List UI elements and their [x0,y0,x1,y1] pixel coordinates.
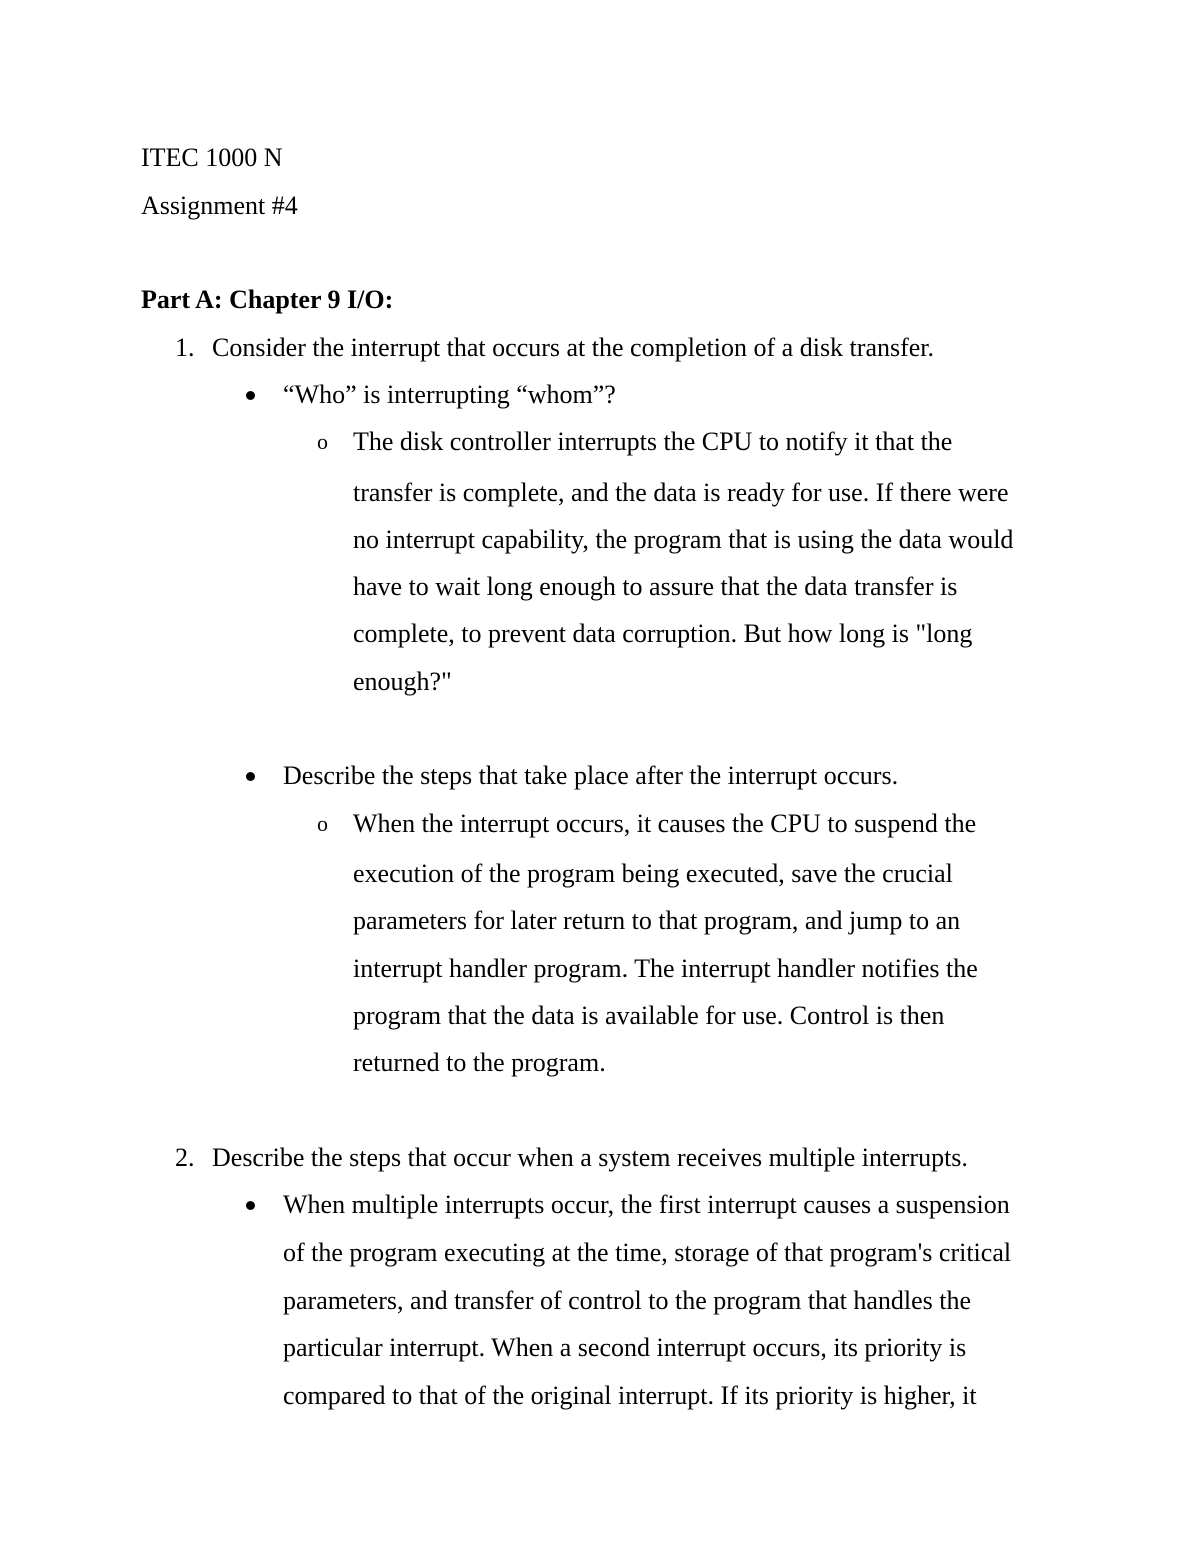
answer-1a-line: have to wait long enough to assure that the data transfer is [353,572,958,601]
circle-bullet-icon: o [317,811,328,836]
bullet-icon [246,772,255,781]
question-1-text: Consider the interrupt that occurs at the completion of a disk transfer. [212,333,935,362]
answer-1b-line: When the interrupt occurs, it causes the CPU to suspend the [353,809,977,838]
answer-1b-line: parameters for later return to that program, and jump to an [353,906,961,935]
answer-1b-line: returned to the program. [353,1048,606,1077]
answer-1b-line: program that the data is available for use. Control is then [353,1001,945,1030]
question-2-number: 2. [175,1143,195,1172]
answer-1a-line: complete, to prevent data corruption. But how long is "long [353,619,973,648]
answer-1a-line: no interrupt capability, the program that is using the data would [353,525,1014,554]
answer-2-line: parameters, and transfer of control to the program that handles the [283,1286,972,1315]
answer-2-line: of the program executing at the time, storage of that program's critical [283,1238,1012,1267]
course-title: ITEC 1000 N [141,143,283,172]
question-2-text: Describe the steps that occur when a system receives multiple interrupts. [212,1143,968,1172]
answer-1b-line: interrupt handler program. The interrupt handler notifies the [353,954,978,983]
bullet-icon [246,1201,255,1210]
circle-bullet-icon: o [317,429,328,454]
answer-1b-line: execution of the program being executed, save the crucial [353,859,953,888]
question-1a-text: “Who” is interrupting “whom”? [283,380,616,409]
answer-1a-line: enough?" [353,667,452,696]
answer-1a-line: The disk controller interrupts the CPU to notify it that the [353,427,953,456]
answer-1a-line: transfer is complete, and the data is ready for use. If there were [353,478,1009,507]
assignment-title: Assignment #4 [141,191,298,220]
question-1b-text: Describe the steps that take place after the interrupt occurs. [283,761,899,790]
answer-2-line: particular interrupt. When a second interrupt occurs, its priority is [283,1333,967,1362]
question-1-number: 1. [175,333,195,362]
bullet-icon [246,391,255,400]
answer-2-line: compared to that of the original interrupt. If its priority is higher, it [283,1381,977,1410]
section-heading: Part A: Chapter 9 I/O: [141,285,394,314]
answer-2-line: When multiple interrupts occur, the first interrupt causes a suspension [283,1190,1010,1219]
